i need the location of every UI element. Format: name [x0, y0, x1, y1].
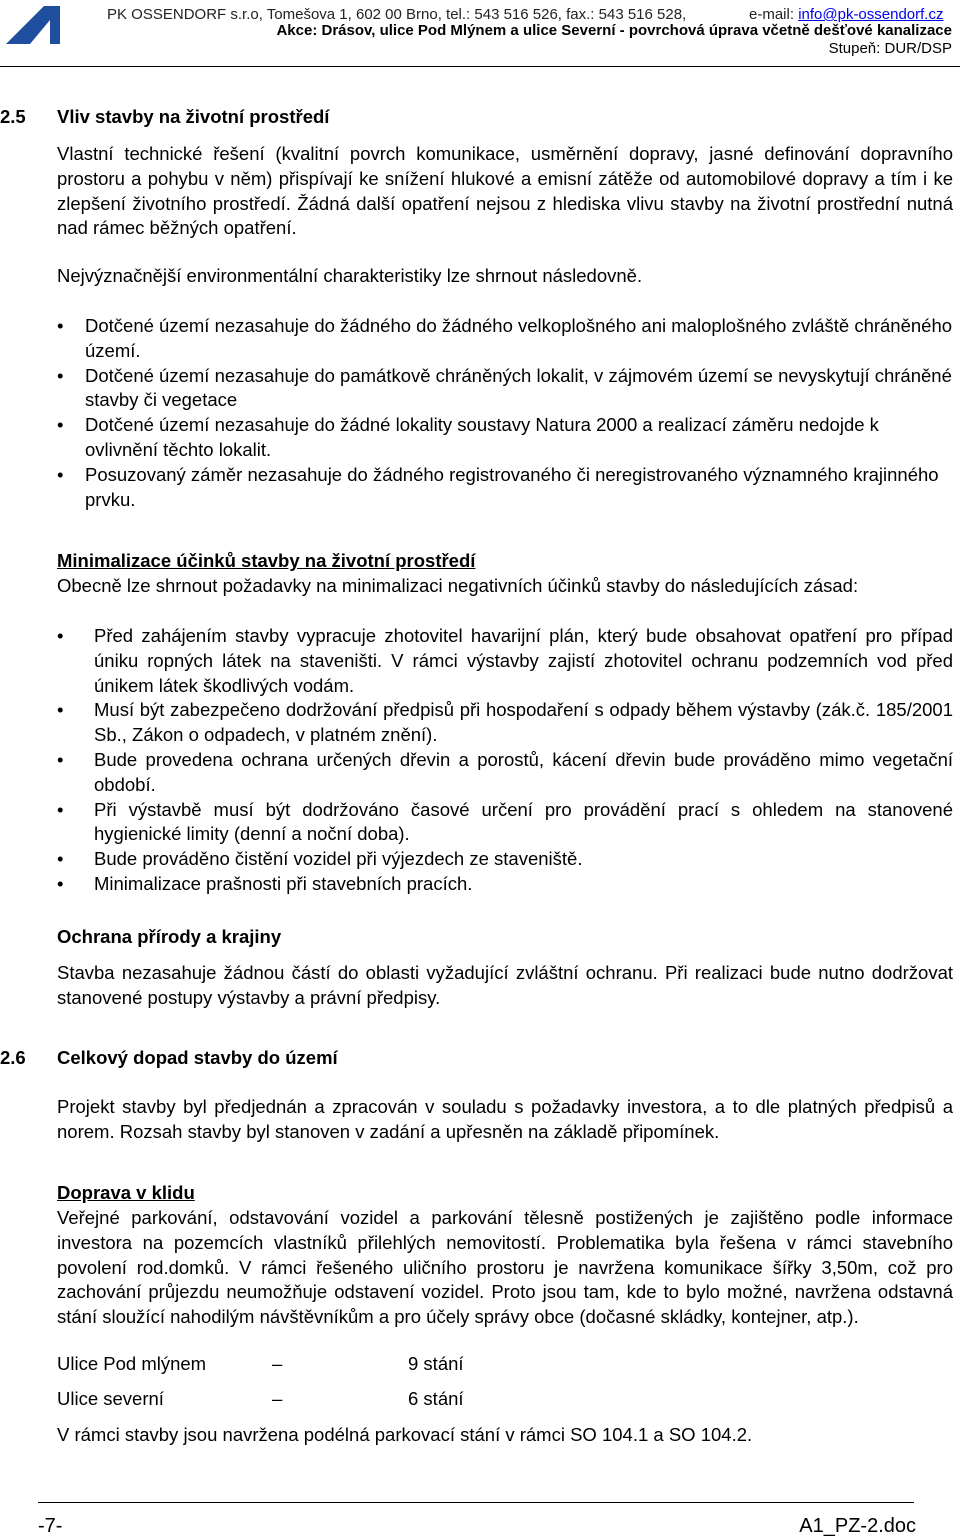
list-item: • Musí být zabezpečeno dodržování předpisů při hospodaření s odpady během výstavby (zák.č. 185/2001 Sb., Zákon o odpadech, v platném znění).	[0, 698, 953, 748]
section-number: 2.5	[0, 106, 26, 127]
paragraph: Vlastní technické řešení (kvalitní povrch komunikace, usměrnění dopravy, jasné definování dopravního prostoru a pohybu v něm) přispívají ke snížení hlukové a emisní zátěže od automobilové dopravy a tím i ke zlepšení životního prostředí. Žádná další opatření nejsou z hlediska vlivu stavby na životní prostřední nutná nad rámec běžných opatření.	[57, 143, 953, 239]
section-title: Celkový dopad stavby do území	[57, 1047, 338, 1068]
subsection-title: Doprava v klidu	[57, 1182, 195, 1203]
page-header	[0, 0, 960, 70]
subsection-title: Minimalizace účinků stavby na životní prostředí	[57, 550, 476, 571]
paragraph: Stavba nezasahuje žádnou částí do oblasti vyžadující zvláštní ochranu. Při realizaci bude nutno dodržovat stanovené postupy výstavby a právní předpisy.	[57, 962, 953, 1008]
dash: –	[272, 1388, 283, 1409]
street-name: Ulice severní	[57, 1388, 164, 1409]
list-item: • Dotčené území nezasahuje do památkově chráněných lokalit, v zájmovém území se nevyskytují chráněné stavby či vegetace	[57, 364, 953, 414]
list-item: • Bude provedena ochrana určených dřevin a porostů, kácení dřevin bude prováděno mimo vegetační období.	[0, 748, 953, 798]
street-name: Ulice Pod mlýnem	[57, 1353, 207, 1374]
email-line: e-mail: info@pk-ossendorf.cz	[749, 6, 944, 23]
paragraph: Nejvýznačnější environmentální charakteristiky lze shrnout následovně.	[57, 265, 643, 286]
page-number: -7-	[38, 1515, 63, 1537]
parking-count: 6 stání	[408, 1388, 464, 1409]
paragraph: Projekt stavby byl předjednán a zpracován v souladu s požadavky investora, a to dle platných předpisů a norem. Rozsah stavby byl stanoven v zadání a upřesněn na základě připomínek.	[57, 1096, 953, 1142]
header-divider	[0, 66, 960, 67]
file-name: A1_PZ-2.doc	[799, 1515, 916, 1537]
project-title: Akce: Drásov, ulice Pod Mlýnem a ulice Severní - povrchová úprava včetně dešťové kanalizace	[276, 22, 952, 39]
paragraph: V rámci stavby jsou navržena podélná parkovací stání v rámci SO 104.1 a SO 104.2.	[57, 1424, 753, 1445]
paragraph: Veřejné parkování, odstavování vozidel a parkování tělesně postižených je zajištěno podle informace investora na pozemcích vlastníků přilehlých nemovitostí. Problematika byla řešena v rámci stavebního povolení rod.domků. V rámci řešeného uličního prostoru je navržena komunikace šířky 3,50m, což pro zachování průjezdu neumožňuje odstavení vozidel. Proto jsou tam, kde to bylo možné, navržena odstavná stání sloužící nahodilým návštěvníkům a pro účely správy obce (dočasné skládky, kontejner, atp.).	[57, 1207, 953, 1328]
parking-count: 9 stání	[408, 1353, 464, 1374]
section-number: 2.6	[0, 1047, 26, 1068]
company-address: PK OSSENDORF s.r.o, Tomešova 1, 602 00 Brno, tel.: 543 516 526, fax.: 543 516 528, e-mail: info@pk-ossendorf.cz	[107, 6, 944, 23]
paragraph: Obecně lze shrnout požadavky na minimalizaci negativních účinků stavby do následujících zásad:	[57, 575, 859, 596]
bullet-list	[57, 314, 953, 512]
bullet-list	[57, 624, 953, 897]
list-item: • Posuzovaný záměr nezasahuje do žádného registrovaného či neregistrovaného významného krajinného prvku.	[57, 463, 953, 513]
list-item: • Dotčené území nezasahuje do žádného do žádného velkoplošného ani maloplošného zvláště chráněného území.	[57, 314, 953, 364]
project-stage: Stupeň: DUR/DSP	[828, 40, 952, 57]
company-logo-icon	[6, 6, 60, 44]
list-item: • Bude prováděno čistění vozidel při výjezdech ze staveniště.	[0, 847, 953, 872]
list-item: • Před zahájením stavby vypracuje zhotovitel havarijní plán, který bude obsahovat opatření pro případ úniku ropných látek na staveništi. V rámci výstavby zajistí zhotovitel ochranu podzemních vod před únikem látek škodlivých vodám.	[0, 624, 953, 698]
dash: –	[272, 1353, 283, 1374]
list-item: • Dotčené území nezasahuje do žádné lokality soustavy Natura 2000 a realizací záměru nedojde k ovlivnění těchto lokalit.	[57, 413, 953, 463]
list-item: • Minimalizace prašnosti při stavebních pracích.	[0, 872, 953, 897]
subsection-title: Ochrana přírody a krajiny	[57, 926, 282, 947]
section-title: Vliv stavby na životní prostředí	[57, 106, 330, 127]
list-item: • Při výstavbě musí být dodržováno časové určení pro provádění prací s ohledem na stanovené hygienické limity (denní a noční doba).	[0, 798, 953, 848]
email-link[interactable]: info@pk-ossendorf.cz	[798, 6, 944, 23]
footer-divider	[38, 1502, 914, 1503]
